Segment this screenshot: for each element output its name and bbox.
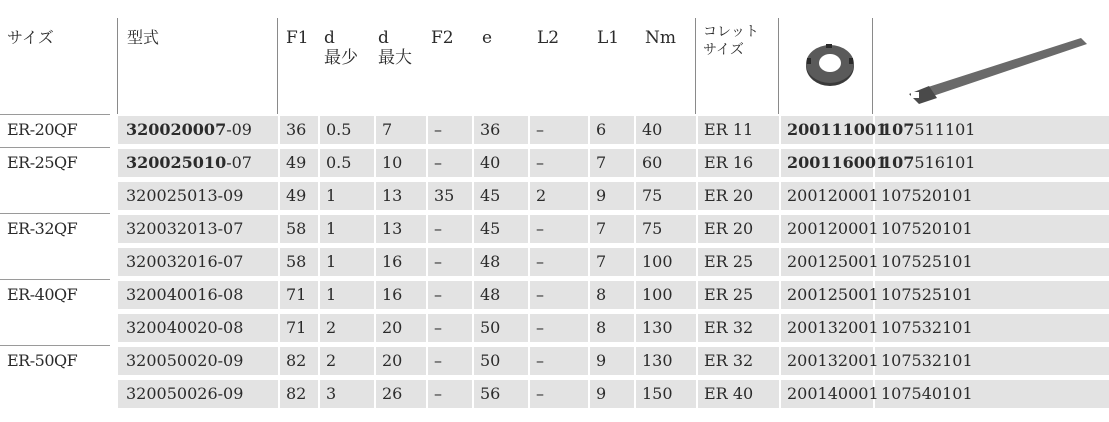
f1-cell: 36 [286,120,307,139]
collet-cell: ER 20 [704,219,754,238]
e-cell: 45 [480,186,501,205]
d-min-cell: 2 [326,351,337,370]
l1-cell: 9 [596,384,607,403]
f2-cell: – [434,351,442,370]
nm-cell: 75 [642,186,663,205]
l1-cell: 7 [596,252,607,271]
size-label: ER-50QF [7,351,78,370]
wrench-part-cell: 107540101 [881,384,973,403]
collet-cell: ER 40 [704,384,754,403]
header-l1: L1 [597,28,620,48]
nm-cell: 40 [642,120,663,139]
nm-cell: 130 [642,351,673,370]
collet-cell: ER 32 [704,351,754,370]
nm-cell: 60 [642,153,663,172]
header-d-min-label: 最少 [324,48,358,68]
nm-cell: 75 [642,219,663,238]
header-f2: F2 [431,28,454,48]
wrench-icon [885,30,1105,110]
table-row [0,377,1109,410]
group-divider [0,114,110,115]
collet-cell: ER 32 [704,318,754,337]
d-min-cell: 0.5 [326,120,352,139]
header-d-min-symbol: d [324,28,335,48]
f2-cell: 35 [434,186,455,205]
wrench-part-cell: 107525101 [881,285,973,304]
table-row [0,113,1109,146]
f1-cell: 71 [286,285,307,304]
f1-cell: 82 [286,384,307,403]
f2-cell: – [434,252,442,271]
wrench-part-cell: 107532101 [881,351,973,370]
l1-cell: 8 [596,285,607,304]
f1-cell: 49 [286,153,307,172]
f2-cell: – [434,219,442,238]
model-cell: 320025010-07 [126,153,252,172]
f2-cell: – [434,318,442,337]
header-l2: L2 [537,28,560,48]
table-row [0,311,1109,344]
header-collet-line2: サイズ [703,42,744,58]
l1-cell: 9 [596,351,607,370]
header-divider [695,18,696,114]
f1-cell: 71 [286,318,307,337]
l2-cell: – [536,120,544,139]
collet-cell: ER 25 [704,285,754,304]
f2-cell: – [434,384,442,403]
model-cell: 320050020-09 [126,351,244,370]
model-cell: 320025013-09 [126,186,244,205]
nm-cell: 150 [642,384,673,403]
e-cell: 40 [480,153,501,172]
wrench-part-cell: 107525101 [881,252,973,271]
l2-cell: – [536,285,544,304]
f2-cell: – [434,285,442,304]
nut-part-cell: 200116001 [787,153,888,172]
d-max-cell: 20 [382,318,403,337]
size-label: ER-25QF [7,153,78,172]
table-row [0,179,1109,212]
model-cell: 320032016-07 [126,252,244,271]
nut-part-cell: 200120001 [787,186,879,205]
table-row [0,146,1109,179]
e-cell: 50 [480,351,501,370]
header-collet-size [703,0,783,114]
d-min-cell: 1 [326,186,337,205]
f1-cell: 58 [286,219,307,238]
l1-cell: 9 [596,186,607,205]
d-min-cell: 2 [326,318,337,337]
f1-cell: 49 [286,186,307,205]
nut-part-cell: 200120001 [787,219,879,238]
l2-cell: – [536,351,544,370]
f2-cell: – [434,153,442,172]
wrench-part-cell: 107516101 [881,153,976,172]
d-min-cell: 1 [326,219,337,238]
table-row [0,278,1109,311]
d-max-cell: 7 [382,120,393,139]
wrench-part-cell: 107520101 [881,219,973,238]
l1-cell: 8 [596,318,607,337]
group-divider [0,147,110,148]
wrench-part-cell: 107532101 [881,318,973,337]
e-cell: 36 [480,120,501,139]
group-divider [0,345,110,346]
nut-icon [790,30,870,100]
nm-cell: 100 [642,252,673,271]
l2-cell: – [536,384,544,403]
l1-cell: 6 [596,120,607,139]
model-cell: 320032013-07 [126,219,244,238]
model-cell: 320040016-08 [126,285,244,304]
group-divider [0,213,110,214]
header-f1: F1 [286,28,309,48]
collet-cell: ER 16 [704,153,754,172]
header-d-min [324,0,372,114]
d-min-cell: 3 [326,384,337,403]
e-cell: 50 [480,318,501,337]
header-nm: Nm [645,28,676,48]
collet-cell: ER 20 [704,186,754,205]
wrench-part-cell: 107520101 [881,186,973,205]
d-max-cell: 16 [382,285,403,304]
l2-cell: 2 [536,186,547,205]
header-e: e [482,28,493,48]
nut-part-cell: 200111001 [787,120,888,139]
d-max-cell: 10 [382,153,403,172]
d-max-cell: 13 [382,186,403,205]
nut-part-cell: 200125001 [787,252,879,271]
nm-cell: 100 [642,285,673,304]
e-cell: 48 [480,252,501,271]
header-d-max [378,0,426,114]
nm-cell: 130 [642,318,673,337]
group-divider [0,279,110,280]
f2-cell: – [434,120,442,139]
size-label: ER-32QF [7,219,78,238]
header-divider [277,18,278,114]
e-cell: 56 [480,384,501,403]
f1-cell: 82 [286,351,307,370]
l2-cell: – [536,153,544,172]
e-cell: 48 [480,285,501,304]
collet-cell: ER 11 [704,120,754,139]
d-max-cell: 26 [382,384,403,403]
nut-part-cell: 200125001 [787,285,879,304]
table-row [0,245,1109,278]
table-row [0,212,1109,245]
header-model: 型式 [127,28,160,47]
nut-part-cell: 200140001 [787,384,879,403]
model-cell: 320040020-08 [126,318,244,337]
l2-cell: – [536,318,544,337]
d-max-cell: 13 [382,219,403,238]
header-divider [778,18,779,114]
header-d-max-label: 最大 [378,48,412,68]
model-cell: 320020007-09 [126,120,252,139]
l1-cell: 7 [596,219,607,238]
d-max-cell: 16 [382,252,403,271]
d-min-cell: 0.5 [326,153,352,172]
table-row [0,344,1109,377]
e-cell: 45 [480,219,501,238]
header-divider [872,18,873,114]
header-size: サイズ [7,28,54,47]
d-min-cell: 1 [326,252,337,271]
nut-part-cell: 200132001 [787,318,879,337]
nut-part-cell: 200132001 [787,351,879,370]
l2-cell: – [536,252,544,271]
header-divider [117,18,118,114]
collet-cell: ER 25 [704,252,754,271]
header-d-max-symbol: d [378,28,389,48]
f1-cell: 58 [286,252,307,271]
l1-cell: 7 [596,153,607,172]
model-cell: 320050026-09 [126,384,244,403]
wrench-part-cell: 107511101 [881,120,976,139]
size-label: ER-40QF [7,285,78,304]
d-max-cell: 20 [382,351,403,370]
size-label: ER-20QF [7,120,78,139]
header-collet-line1: コレット [703,24,759,40]
l2-cell: – [536,219,544,238]
d-min-cell: 1 [326,285,337,304]
